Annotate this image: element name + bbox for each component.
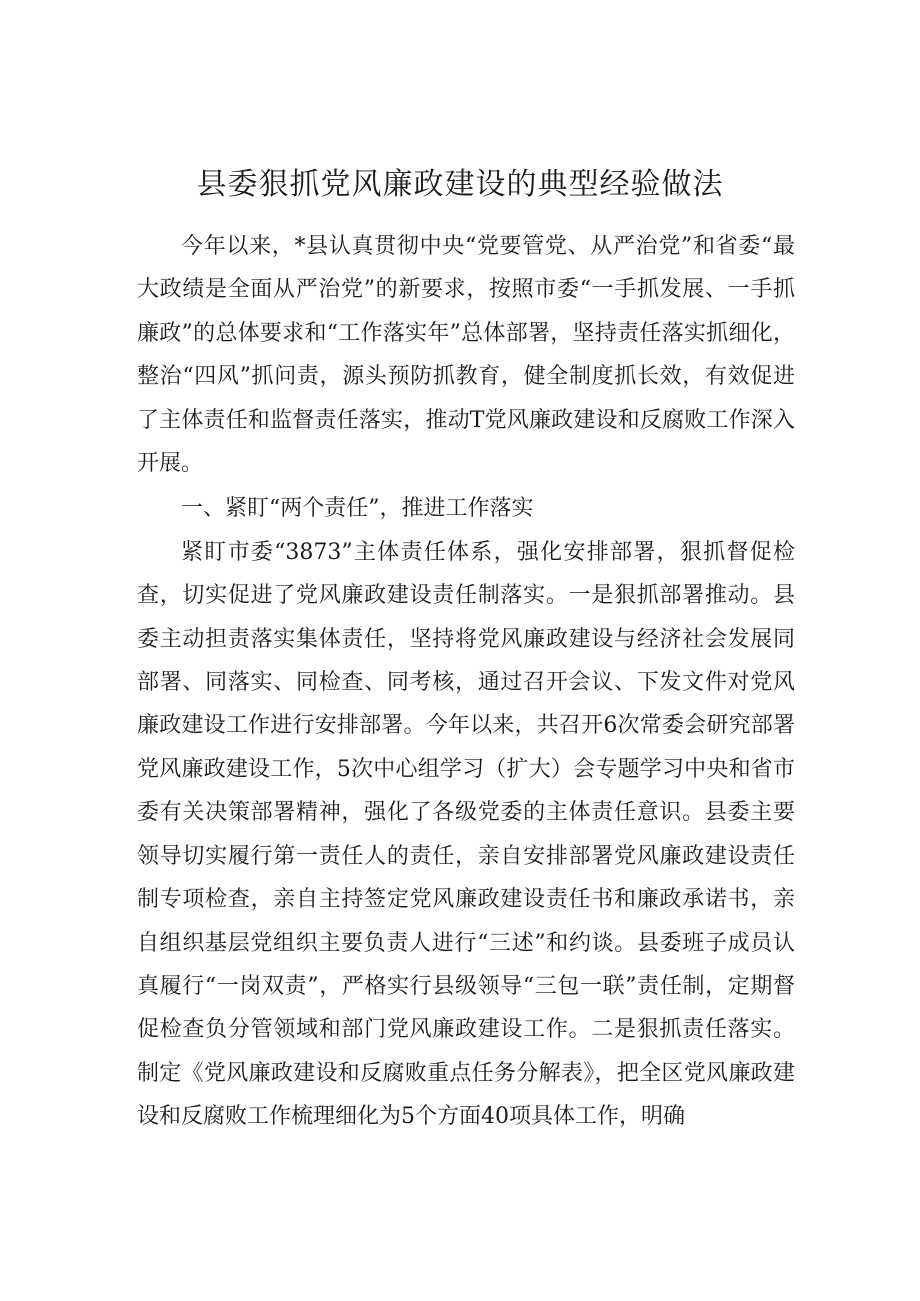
section-paragraph: 紧盯市委“3873”主体责任体系，强化安排部署，狠抓督促检查，切实促进了党风廉政建设责任制落实。一是狠抓部署推动。县委主动担责落实集体责任，坚持将党风廉政建设与经济社会发展同部署、同落实、同检查、同考核，通过召开会议、下发文件对党风廉政建设工作进行安排部署。今年以来，共召开6次常委会研究部署党风廉政建设工作，5次中心组学习（扩大）会专题学习中央和省市委有关决策部署精神，强化了各级党委的主体责任意识。县委主要领导切实履行第一责任人的责任，亲自安排部署党风廉政建设责任制专项检查，亲自主持签定党风廉政建设责任书和廉政承诺书，亲自组织基层党组织主要负责人进行“三述”和约谈。县委班子成员认真履行“一岗双责”，严格实行县级领导“三包一联”责任制，定期督促检查负分管领域和部门党风廉政建设工作。二是狠抓责任落实。制定《党风廉政建设和反腐败重点任务分解表》，把全区党风廉政建设和反腐败工作梳理细化为5个方面40项具体工作，明确 bbox=[137, 539, 795, 1130]
document-title: 县委狠抓党风廉政建设的典型经验做法 bbox=[196, 167, 724, 202]
section-heading: 一、紧盯“两个责任”，推进工作落实 bbox=[181, 496, 534, 522]
intro-paragraph: 今年以来，*县认真贯彻中央“党要管党、从严治党”和省委“最大政绩是全面从严治党”的新要求，按照市委“一手抓发展、一手抓廉政”的总体要求和“工作落实年”总体部署，坚持责任落实抓细化，整治“四风”抓问责，源头预防抓教育，健全制度抓长效，有效促进了主体责任和监督责任落实，推动T党风廉政建设和反腐败工作深入开展。 bbox=[137, 234, 795, 477]
document-body bbox=[137, 225, 795, 1139]
